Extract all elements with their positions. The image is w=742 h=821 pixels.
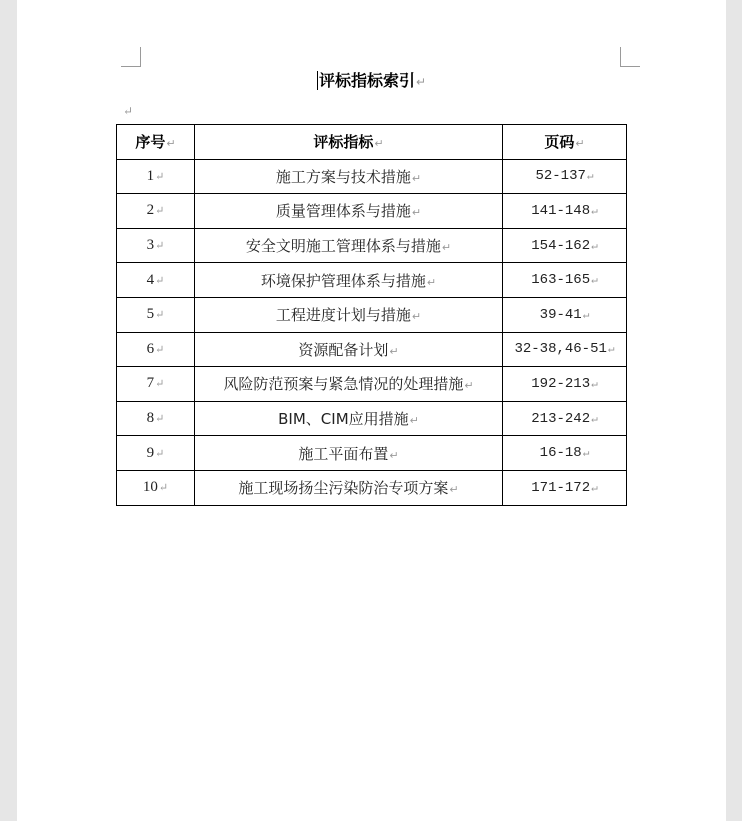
cell-mark-icon: ↵	[449, 483, 459, 497]
cell-indicator[interactable]: BIM、CIM应用措施↵	[195, 401, 503, 436]
cell-mark-icon: ↵	[582, 309, 590, 322]
cell-pages[interactable]: 39-41↵	[503, 297, 627, 332]
cell-mark-icon: ↵	[607, 344, 615, 357]
cell-mark-icon: ↵	[409, 414, 419, 428]
cell-mark-icon: ↵	[158, 482, 169, 495]
header-pages[interactable]: 页码↵	[503, 125, 627, 160]
cell-mark-icon: ↵	[582, 448, 590, 461]
cell-seq[interactable]: 4↵	[117, 263, 195, 298]
cell-indicator[interactable]: 资源配备计划↵	[195, 332, 503, 367]
cell-mark-icon: ↵	[155, 413, 165, 426]
cell-pages[interactable]: 154-162↵	[503, 228, 627, 263]
cell-pages[interactable]: 32-38,46-51↵	[503, 332, 627, 367]
cell-mark-icon: ↵	[441, 241, 452, 255]
cell-mark-icon: ↵	[591, 482, 598, 495]
cell-mark-icon: ↵	[411, 310, 422, 324]
cell-mark-icon: ↵	[591, 240, 598, 253]
cell-pages[interactable]: 141-148↵	[503, 194, 627, 229]
cell-indicator[interactable]: 施工方案与技术措施↵	[195, 159, 503, 194]
cell-indicator[interactable]: 安全文明施工管理体系与措施↵	[195, 228, 503, 263]
cell-mark-icon: ↵	[155, 205, 165, 218]
table-row	[117, 228, 627, 263]
index-table[interactable]	[116, 124, 627, 506]
cell-seq[interactable]: 6↵	[117, 332, 195, 367]
cell-mark-icon: ↵	[155, 309, 165, 322]
title-text: 评标指标索引	[318, 71, 415, 90]
paragraph-mark-icon: ↵	[415, 75, 427, 89]
table-row	[117, 263, 627, 298]
cell-seq[interactable]: 7↵	[117, 367, 195, 402]
cell-mark-icon: ↵	[155, 240, 165, 253]
cell-mark-icon: ↵	[155, 170, 165, 183]
table-row	[117, 367, 627, 402]
table-row	[117, 297, 627, 332]
paragraph-mark-icon: ↵	[123, 104, 134, 118]
table-row	[117, 194, 627, 229]
cell-indicator[interactable]: 施工现场扬尘污染防治专项方案↵	[195, 470, 503, 505]
cell-indicator[interactable]: 工程进度计划与措施↵	[195, 297, 503, 332]
cell-pages[interactable]: 192-213↵	[503, 367, 627, 402]
table-row	[117, 159, 627, 194]
cell-seq[interactable]: 1↵	[117, 159, 195, 194]
cell-mark-icon: ↵	[411, 171, 422, 185]
cell-seq[interactable]: 10↵	[117, 470, 195, 505]
cell-pages[interactable]: 16-18↵	[503, 436, 627, 471]
cell-mark-icon: ↵	[155, 378, 165, 391]
table-row	[117, 401, 627, 436]
table-row	[117, 436, 627, 471]
cell-pages[interactable]: 171-172↵	[503, 470, 627, 505]
cell-mark-icon: ↵	[411, 206, 422, 220]
cell-indicator[interactable]: 施工平面布置↵	[195, 436, 503, 471]
crop-mark-top-left	[121, 47, 141, 67]
header-seq[interactable]: 序号↵	[117, 125, 195, 160]
cell-mark-icon: ↵	[155, 343, 165, 356]
cell-mark-icon: ↵	[426, 275, 437, 289]
empty-paragraph[interactable]	[123, 104, 133, 118]
cell-mark-icon: ↵	[591, 275, 598, 288]
cell-indicator[interactable]: 环境保护管理体系与措施↵	[195, 263, 503, 298]
cell-mark-icon: ↵	[464, 379, 474, 393]
cell-seq[interactable]: 9↵	[117, 436, 195, 471]
cell-pages[interactable]: 163-165↵	[503, 263, 627, 298]
cell-mark-icon: ↵	[591, 413, 598, 426]
document-page[interactable]	[17, 0, 726, 821]
cell-seq[interactable]: 3↵	[117, 228, 195, 263]
table-row	[117, 332, 627, 367]
cell-mark-icon: ↵	[591, 378, 598, 391]
cell-mark-icon: ↵	[591, 205, 598, 218]
crop-mark-top-right	[620, 47, 640, 67]
cell-mark-icon: ↵	[374, 137, 384, 151]
text-cursor	[317, 71, 318, 90]
cell-pages[interactable]: 213-242↵	[503, 401, 627, 436]
cell-seq[interactable]: 8↵	[117, 401, 195, 436]
cell-pages[interactable]: 52-137↵	[503, 159, 627, 194]
cell-mark-icon: ↵	[155, 447, 165, 460]
table-row	[117, 470, 627, 505]
cell-mark-icon: ↵	[166, 137, 176, 151]
cell-mark-icon: ↵	[389, 344, 399, 358]
cell-mark-icon: ↵	[575, 137, 585, 151]
table-header-row	[117, 125, 627, 160]
cell-seq[interactable]: 5↵	[117, 297, 195, 332]
cell-mark-icon: ↵	[586, 171, 594, 184]
cell-indicator[interactable]: 风险防范预案与紧急情况的处理措施↵	[195, 367, 503, 402]
cell-mark-icon: ↵	[155, 274, 165, 287]
header-indicator[interactable]: 评标指标↵	[195, 125, 503, 160]
cell-seq[interactable]: 2↵	[117, 194, 195, 229]
cell-indicator[interactable]: 质量管理体系与措施↵	[195, 194, 503, 229]
cell-mark-icon: ↵	[389, 448, 399, 462]
document-title[interactable]	[17, 68, 726, 91]
